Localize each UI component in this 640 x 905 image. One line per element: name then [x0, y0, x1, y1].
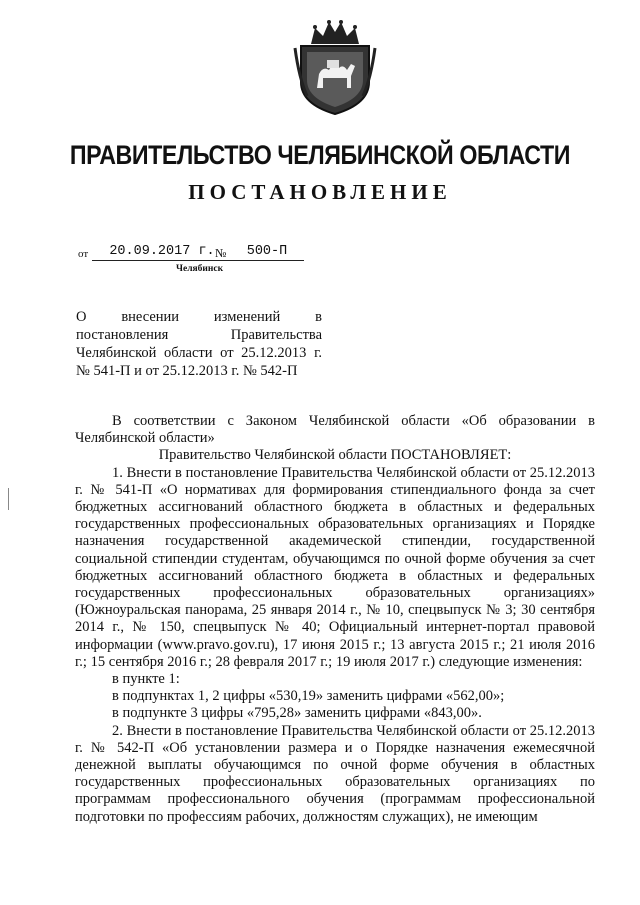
- document-number: 500-П: [230, 244, 304, 261]
- chelyabinsk-coat-of-arms-icon: [293, 18, 377, 116]
- item-2-paragraph: 2. Внести в постановление Правительства Челябинской области от 25.12.2013 г. № 542-П «Об установлении размера и о Порядке назначения ежемесячной денежной выплаты обучающимся по очной форме обучения в областных государственных профессиональных образовательных организациях по программам профессионального обучения (программам профессиональной подготовки по профессиям рабочих, должностям служащих), не имеющим: [75, 722, 595, 825]
- document-body: [75, 413, 595, 826]
- document-city: Челябинск: [176, 264, 224, 274]
- date-prefix: от: [78, 248, 89, 260]
- document-subject: О внесении изменений в постановления Правительства Челябинской области от 25.12.2013 г. № 541-П и от 25.12.2013 г. № 542-П: [76, 309, 322, 379]
- item-1-subline-2: в подпунктах 1, 2 цифры «530,19» заменить цифрами «562,00»;: [112, 688, 505, 705]
- item-1-paragraph: 1. Внести в постановление Правительства Челябинской области от 25.12.2013 г. № 541-П «О нормативах для формирования стипендиального фонда за счет бюджетных ассигнований областного бюджета в областных и федеральных государственных профессиональных образовательных организациях и Порядке назначения государственной академической стипендии, государственной социальной стипендии студентам, обучающимся по очной форме обучения за счет бюджетных ассигнований областного бюджета в областных и федеральных государственных профессиональных образовательных организациях» (Южноуральская панорама, 25 января 2014 г., № 10, спецвыпуск № 3; 30 сентября 2014 г., № 150, спецвыпуск № 40; Официальный интернет-портал правовой информации (www.pravo.gov.ru), 17 июня 2015 г.; 13 августа 2015 г.; 21 июля 2016 г.; 15 сентября 2016 г.; 28 февраля 2017 г.; 19 июля 2017 г.) следующие изменения:: [75, 464, 595, 670]
- number-sign: №: [215, 246, 227, 260]
- resolves-line: Правительство Челябинской области ПОСТАНОВЛЯЕТ:: [158, 447, 512, 464]
- item-1-subline-3: в подпункте 3 цифры «795,28» заменить цифрами «843,00».: [112, 705, 482, 722]
- margin-mark: [8, 488, 9, 510]
- preamble-paragraph: В соответствии с Законом Челябинской области «Об образовании в Челябинской области»: [75, 413, 595, 447]
- document-type: ПОСТАНОВЛЕНИЕ: [188, 180, 452, 204]
- government-title: ПРАВИТЕЛЬСТВО ЧЕЛЯБИНСКОЙ ОБЛАСТИ: [69, 140, 571, 170]
- document-date: 20.09.2017 г.: [92, 244, 232, 261]
- item-1-subline-1: в пункте 1:: [112, 671, 180, 688]
